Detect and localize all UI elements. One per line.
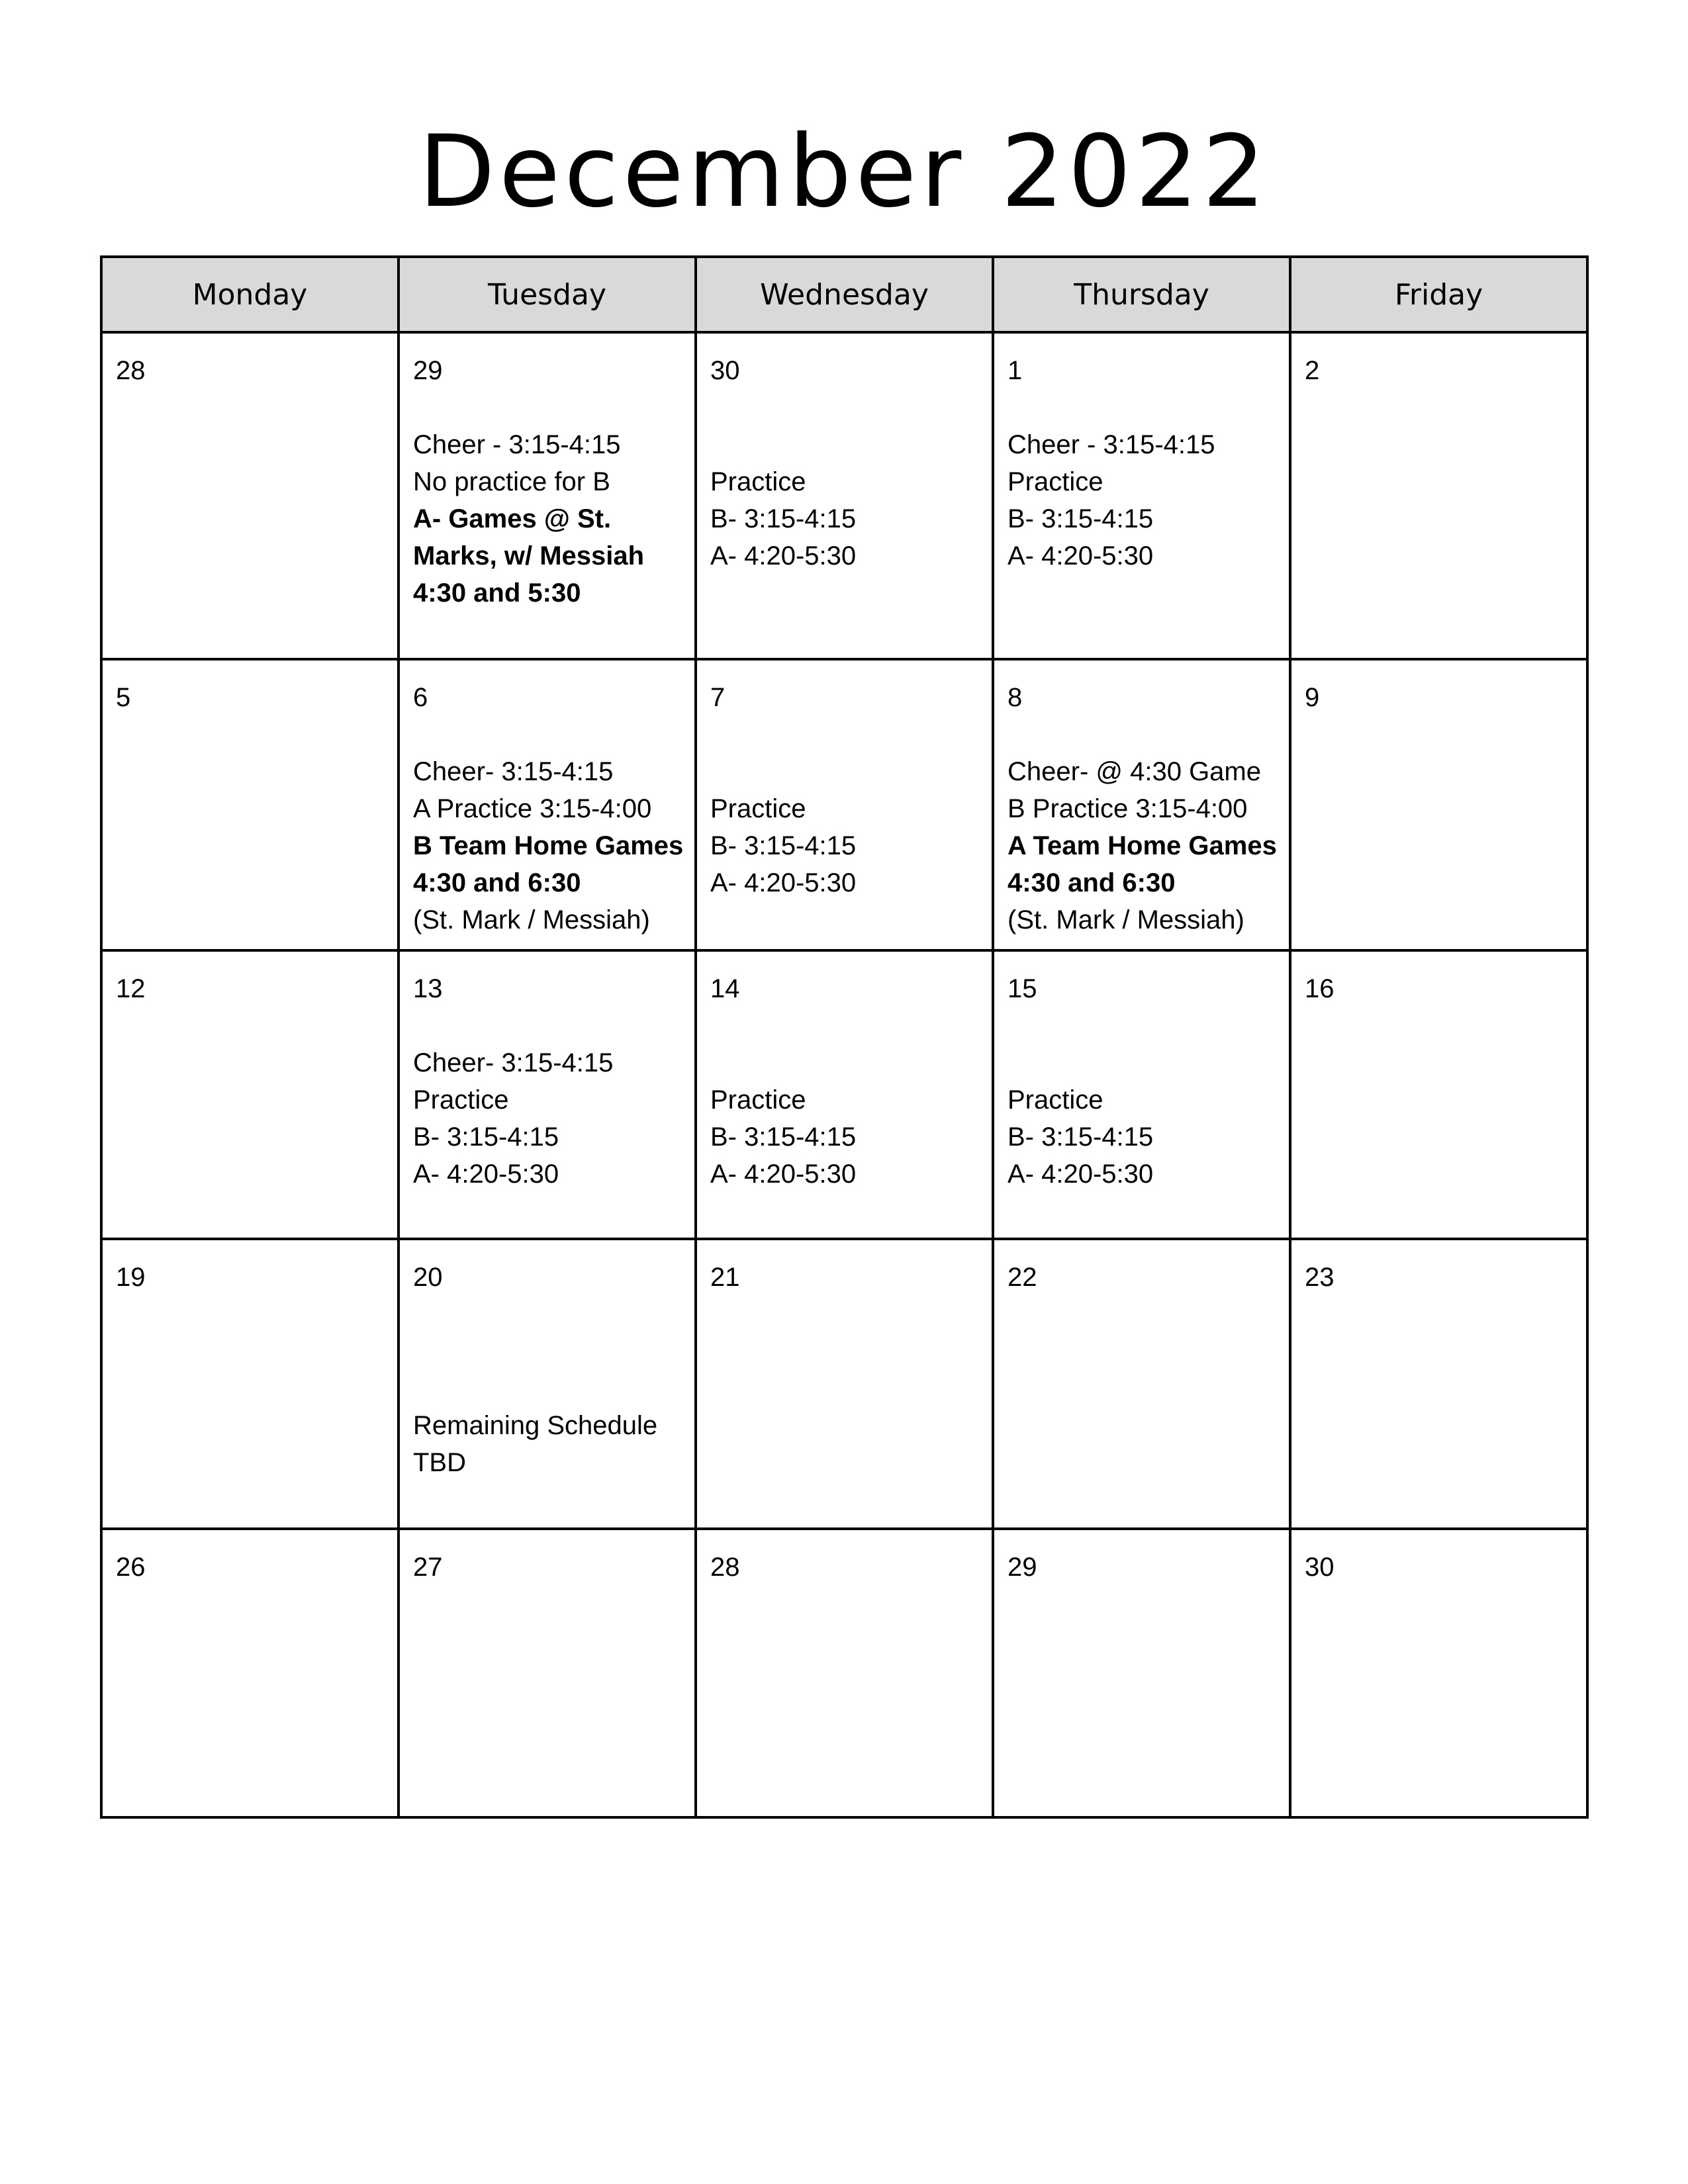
event-text: Practice (710, 1085, 806, 1115)
cell-spacer (1008, 1007, 1276, 1044)
weekday-header-thursday: Thursday (993, 257, 1290, 332)
date-number: 28 (116, 356, 146, 385)
cell-spacer (1008, 1044, 1276, 1081)
day-cell (399, 1529, 696, 1817)
day-cell (399, 1239, 696, 1529)
event-text: A Practice 3:15-4:00 (413, 794, 652, 823)
calendar-grid (100, 255, 1589, 1819)
calendar-week-row (101, 659, 1587, 950)
event-text: B- 3:15-4:15 (710, 1122, 857, 1152)
event-text-bold: 4:30 and 6:30 (1008, 868, 1176, 897)
event-text: (St. Mark / Messiah) (413, 905, 650, 934)
event-text: Practice (1008, 467, 1103, 496)
date-number: 2 (1305, 356, 1320, 385)
cell-spacer (1008, 716, 1276, 753)
cell-spacer (413, 1296, 681, 1333)
day-cell (696, 1239, 993, 1529)
event-text-bold: A Team Home Games (1008, 831, 1277, 860)
event-text: B- 3:15-4:15 (710, 831, 857, 860)
cell-spacer (710, 1007, 978, 1044)
page-title: December 2022 (418, 114, 1270, 230)
cell-spacer (710, 716, 978, 753)
date-number: 28 (710, 1553, 740, 1582)
event-text-bold: A- Games @ St. (413, 504, 612, 533)
cell-spacer (710, 1044, 978, 1081)
day-cell (101, 1239, 399, 1529)
cell-spacer (413, 716, 681, 753)
event-text-bold: Marks, w/ Messiah (413, 541, 645, 570)
day-cell (399, 332, 696, 659)
cell-spacer (413, 389, 681, 426)
event-text: Practice (413, 1085, 509, 1115)
event-text: Cheer- 3:15-4:15 (413, 1048, 614, 1077)
date-number: 26 (116, 1553, 146, 1582)
event-text: A- 4:20-5:30 (710, 1160, 857, 1189)
weekday-header-tuesday: Tuesday (399, 257, 696, 332)
date-number: 23 (1305, 1263, 1335, 1292)
cell-spacer (413, 1333, 681, 1370)
date-number: 7 (710, 683, 726, 712)
date-number: 30 (1305, 1553, 1335, 1582)
date-number: 9 (1305, 683, 1320, 712)
day-cell (1290, 1529, 1587, 1817)
event-text: B- 3:15-4:15 (1008, 504, 1154, 533)
date-number: 20 (413, 1263, 443, 1292)
event-text: TBD (413, 1448, 466, 1477)
cell-spacer (710, 753, 978, 790)
event-text-bold: 4:30 and 5:30 (413, 578, 581, 608)
event-text: A- 4:20-5:30 (710, 868, 857, 897)
date-number: 13 (413, 974, 443, 1003)
day-cell (1290, 1239, 1587, 1529)
day-cell (993, 1529, 1290, 1817)
day-cell (696, 659, 993, 950)
calendar-week-row (101, 332, 1587, 659)
event-text: (St. Mark / Messiah) (1008, 905, 1244, 934)
day-cell (101, 332, 399, 659)
day-cell (1290, 332, 1587, 659)
event-text: A- 4:20-5:30 (710, 541, 857, 570)
date-number: 29 (1008, 1553, 1037, 1582)
date-number: 12 (116, 974, 146, 1003)
event-text: Cheer- @ 4:30 Game (1008, 757, 1261, 786)
date-number: 16 (1305, 974, 1335, 1003)
cell-spacer (413, 1370, 681, 1407)
date-number: 5 (116, 683, 131, 712)
calendar-week-row (101, 1529, 1587, 1817)
date-number: 22 (1008, 1263, 1037, 1292)
event-text: Cheer - 3:15-4:15 (413, 430, 621, 459)
day-cell (101, 659, 399, 950)
weekday-header-monday: Monday (101, 257, 399, 332)
day-cell (696, 1529, 993, 1817)
date-number: 6 (413, 683, 428, 712)
date-number: 8 (1008, 683, 1023, 712)
date-number: 21 (710, 1263, 740, 1292)
event-text: B- 3:15-4:15 (1008, 1122, 1154, 1152)
day-cell (993, 1239, 1290, 1529)
event-text: No practice for B (413, 467, 610, 496)
event-text: B- 3:15-4:15 (710, 504, 857, 533)
event-text: Practice (710, 467, 806, 496)
date-number: 27 (413, 1553, 443, 1582)
cell-spacer (710, 389, 978, 426)
day-cell (1290, 950, 1587, 1239)
day-cell (696, 332, 993, 659)
event-text: B Practice 3:15-4:00 (1008, 794, 1248, 823)
event-text: Cheer- 3:15-4:15 (413, 757, 614, 786)
day-cell (101, 1529, 399, 1817)
event-text: Cheer - 3:15-4:15 (1008, 430, 1215, 459)
calendar-week-row (101, 1239, 1587, 1529)
date-number: 14 (710, 974, 740, 1003)
weekday-header-row (101, 257, 1587, 332)
day-cell (993, 950, 1290, 1239)
day-cell (993, 659, 1290, 950)
event-text: A- 4:20-5:30 (1008, 541, 1154, 570)
day-cell (1290, 659, 1587, 950)
day-cell (696, 950, 993, 1239)
date-number: 29 (413, 356, 443, 385)
cell-spacer (413, 1007, 681, 1044)
weekday-header-friday: Friday (1290, 257, 1587, 332)
date-number: 1 (1008, 356, 1023, 385)
cell-spacer (1008, 389, 1276, 426)
event-text: B- 3:15-4:15 (413, 1122, 559, 1152)
weekday-header-wednesday: Wednesday (696, 257, 993, 332)
event-text-bold: B Team Home Games (413, 831, 684, 860)
date-number: 30 (710, 356, 740, 385)
date-number: 19 (116, 1263, 146, 1292)
calendar-week-row (101, 950, 1587, 1239)
day-cell (101, 950, 399, 1239)
event-text: Practice (1008, 1085, 1103, 1115)
event-text: A- 4:20-5:30 (413, 1160, 559, 1189)
event-text: Practice (710, 794, 806, 823)
event-text: Remaining Schedule (413, 1411, 658, 1440)
date-number: 15 (1008, 974, 1037, 1003)
day-cell (399, 950, 696, 1239)
day-cell (993, 332, 1290, 659)
cell-spacer (710, 426, 978, 463)
day-cell (399, 659, 696, 950)
event-text: A- 4:20-5:30 (1008, 1160, 1154, 1189)
event-text-bold: 4:30 and 6:30 (413, 868, 581, 897)
